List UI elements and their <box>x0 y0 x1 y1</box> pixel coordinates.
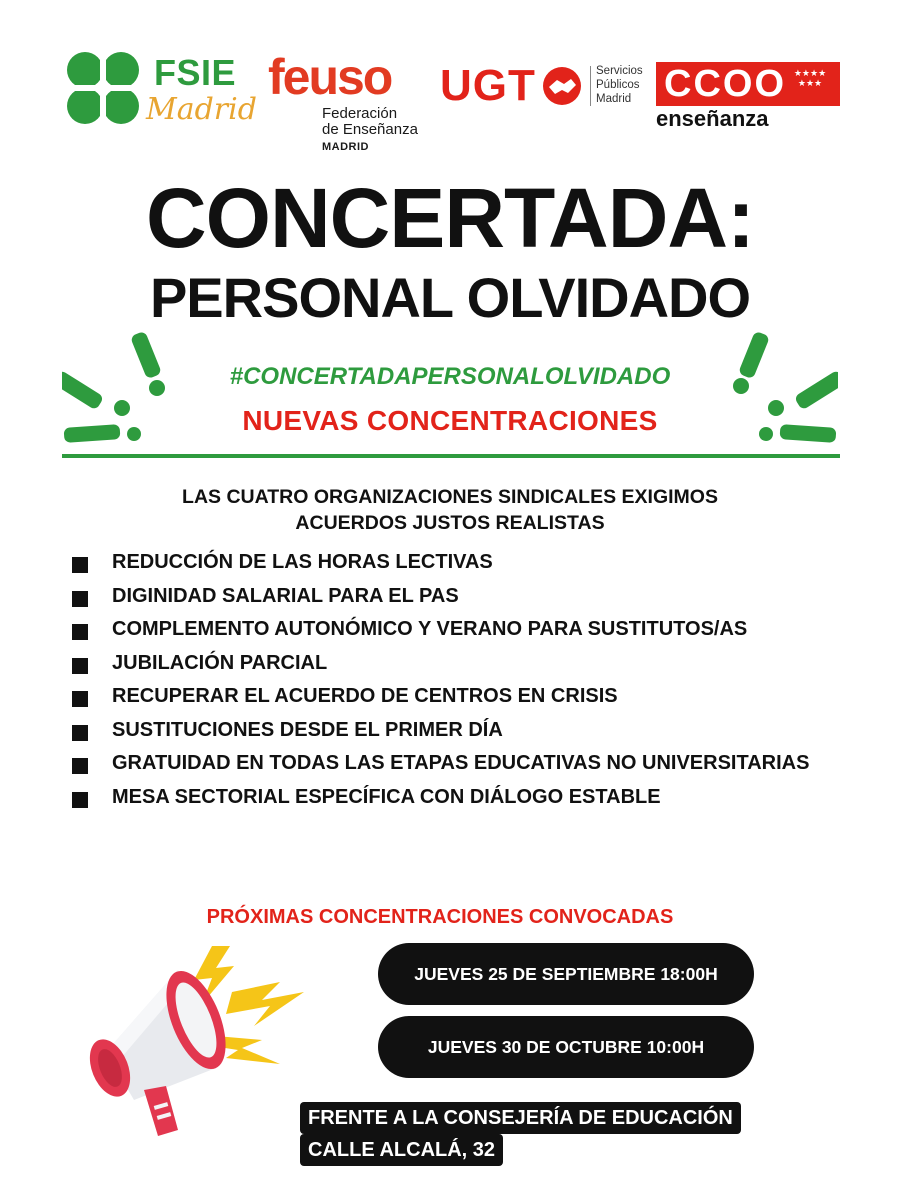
square-bullet-icon <box>72 758 88 774</box>
demand-text: MESA SECTORIAL ESPECÍFICA CON DIÁLOGO ESTABLE <box>112 785 661 808</box>
demand-text: RECUPERAR EL ACUERDO DE CENTROS EN CRISIS <box>112 685 618 707</box>
demands-intro-line2: ACUERDOS JUSTOS REALISTAS <box>295 512 605 534</box>
square-bullet-icon <box>72 691 88 707</box>
demand-item <box>72 546 862 580</box>
demand-item <box>72 613 862 647</box>
handshake-icon <box>542 66 582 106</box>
ccoo-logo <box>656 62 842 134</box>
fsie-logo <box>60 50 260 135</box>
megaphone-icon <box>66 940 316 1140</box>
logo-bar <box>0 0 900 160</box>
demands-list <box>72 546 862 814</box>
event-date-1: JUEVES 25 DE SEPTIEMBRE 18:00H <box>378 943 754 1005</box>
event-location <box>300 1102 741 1166</box>
demand-item <box>72 680 862 714</box>
demand-item <box>72 580 862 614</box>
fsie-subtitle: Madrid <box>146 92 257 127</box>
demand-text: COMPLEMENTO AUTONÓMICO Y VERANO PARA SUSTITUTOS/AS <box>112 618 748 640</box>
fsie-name: FSIE <box>154 52 237 93</box>
feuso-name: feuso <box>268 49 392 105</box>
square-bullet-icon <box>72 624 88 640</box>
ccoo-subtitle: enseñanza <box>656 106 769 131</box>
page-title: CONCERTADA: <box>145 171 755 265</box>
page-subtitle: PERSONAL OLVIDADO <box>149 266 751 329</box>
demand-text: DIGINIDAD SALARIAL PARA EL PAS <box>112 584 459 607</box>
ugt-line3: Madrid <box>596 93 632 105</box>
ugt-divider <box>590 66 591 106</box>
section-divider <box>62 454 840 458</box>
demand-item <box>72 647 862 681</box>
square-bullet-icon <box>72 725 88 741</box>
events-heading: PRÓXIMAS CONCENTRACIONES CONVOCADAS <box>206 906 674 928</box>
hashtag: #CONCERTADAPERSONALOLVIDADO <box>229 363 671 390</box>
square-bullet-icon <box>72 792 88 808</box>
feuso-line3: MADRID <box>322 141 369 153</box>
demands-intro-line1: LAS CUATRO ORGANIZACIONES SINDICALES EXIGIMOS <box>182 486 718 508</box>
ugt-name: UGT <box>440 61 536 110</box>
ugt-line1: Servicios <box>596 65 643 77</box>
demand-text: REDUCCIÓN DE LAS HORAS LECTIVAS <box>112 551 493 573</box>
demand-text: SUSTITUCIONES DESDE EL PRIMER DÍA <box>112 718 503 741</box>
demand-item <box>72 781 862 815</box>
demand-item <box>72 714 862 748</box>
feuso-line1: Federación <box>322 105 398 122</box>
event-date-2: JUEVES 30 DE OCTUBRE 10:00H <box>378 1016 754 1078</box>
stars-icon: ★★★★ ★★★ <box>793 68 827 88</box>
ugt-line2: Públicos <box>596 79 640 91</box>
demands-intro <box>0 484 900 536</box>
ccoo-name: CCOO <box>664 63 786 105</box>
demand-item <box>72 747 862 781</box>
location-line1: FRENTE A LA CONSEJERÍA DE EDUCACIÓN <box>300 1102 741 1134</box>
location-line2: CALLE ALCALÁ, 32 <box>300 1134 503 1166</box>
demand-text: GRATUIDAD EN TODAS LAS ETAPAS EDUCATIVAS NO UNIVERSITARIAS <box>112 752 810 774</box>
square-bullet-icon <box>72 557 88 573</box>
feuso-logo <box>268 49 428 156</box>
feuso-line2: de Enseñanza <box>322 121 418 138</box>
clover-icon <box>60 50 146 126</box>
demand-text: JUBILACIÓN PARCIAL <box>112 651 328 674</box>
square-bullet-icon <box>72 591 88 607</box>
square-bullet-icon <box>72 658 88 674</box>
announcement-heading: NUEVAS CONCENTRACIONES <box>242 405 658 436</box>
ugt-logo <box>440 62 650 112</box>
